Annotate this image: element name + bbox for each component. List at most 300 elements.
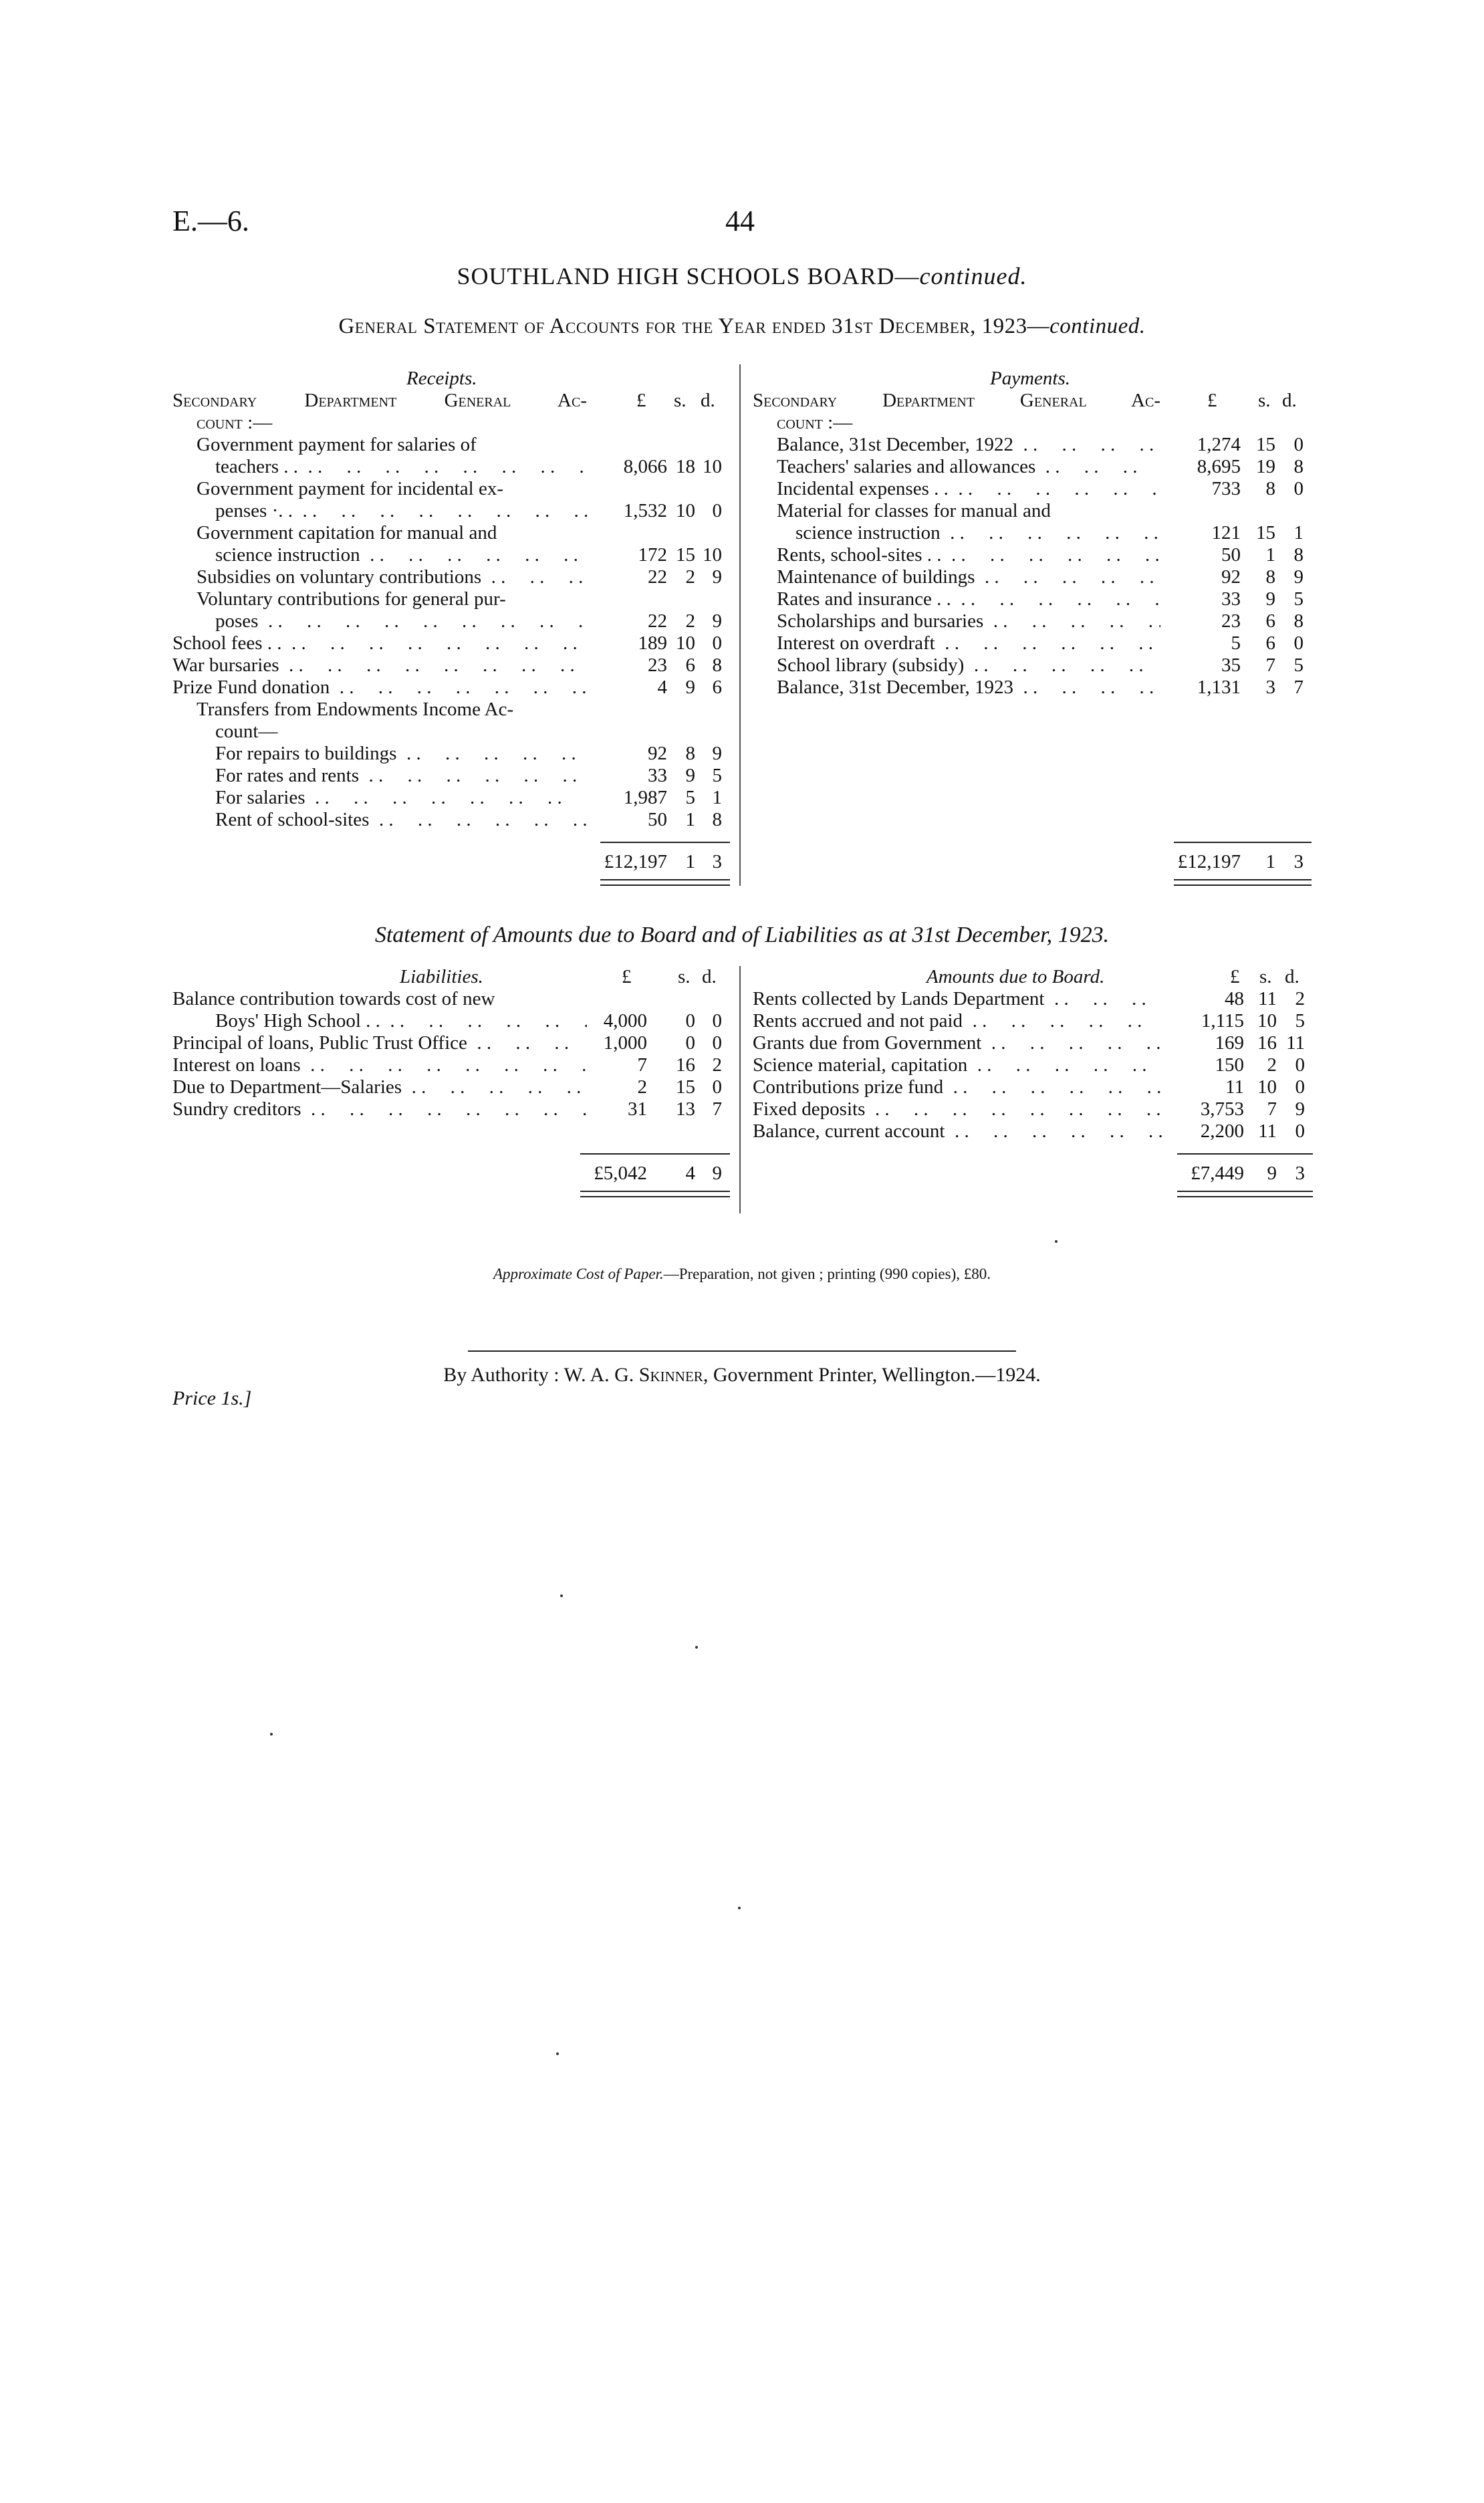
ledger-pence: 0 xyxy=(1295,1054,1305,1076)
ledger-pounds: 121 xyxy=(1211,522,1241,544)
ledger-row xyxy=(753,566,1314,588)
ledger-row-text: Balance contribution towards cost of new xyxy=(172,988,495,1009)
ledger-row xyxy=(172,1054,734,1076)
ledger-pounds: 92 xyxy=(1221,566,1241,588)
ledger-pounds: 4,000 xyxy=(603,1010,647,1032)
paper-cost-label: Approximate Cost of Paper. xyxy=(493,1266,664,1282)
ledger-shillings: 2 xyxy=(685,566,695,588)
ledger-row xyxy=(753,522,1314,544)
payments-col-shillings: s. xyxy=(1258,390,1271,411)
ledger-row xyxy=(753,478,1314,500)
ledger-pence: 2 xyxy=(1295,988,1305,1009)
ledger-row xyxy=(172,544,734,566)
receipts-col-shillings: s. xyxy=(674,390,687,411)
ledger-row-label xyxy=(753,1120,1167,1143)
ledger-row-text: Rates and insurance . . xyxy=(777,588,951,610)
amounts-due-heading: Amounts due to Board. xyxy=(926,966,1105,987)
ledger-row-label xyxy=(777,610,1160,632)
ledger-row-label xyxy=(197,588,587,610)
ledger-row xyxy=(753,1010,1314,1032)
board-title xyxy=(0,262,1484,290)
ledger-row-label xyxy=(777,632,1160,654)
ledger-pounds: 31 xyxy=(628,1098,647,1120)
ledger-row-text: Government payment for incidental ex- xyxy=(197,478,504,499)
ledger-pence: 9 xyxy=(712,610,722,632)
liabilities-amounts-divider xyxy=(739,966,741,1213)
ledger-row xyxy=(172,566,734,588)
ledger-shillings: 3 xyxy=(1265,677,1275,698)
subtotal-rule xyxy=(1174,842,1312,843)
ledger-row xyxy=(753,588,1314,610)
ledger-row-label xyxy=(172,677,587,699)
ledger-pounds: 189 xyxy=(638,632,667,654)
ledger-pounds: 5 xyxy=(1231,632,1241,654)
ledger-row xyxy=(172,632,734,654)
total-pence: 9 xyxy=(712,1163,722,1184)
ledger-shillings: 15 xyxy=(676,1076,695,1098)
ledger-pounds: 733 xyxy=(1211,478,1241,499)
liabilities-col-pounds: £ xyxy=(622,966,632,987)
ledger-row-label xyxy=(172,1054,587,1076)
ledger-row-label xyxy=(172,654,587,677)
ledger-row-text: Rents accrued and not paid xyxy=(753,1010,963,1032)
ledger-row xyxy=(172,1076,734,1098)
ledger-pounds: 50 xyxy=(648,809,667,830)
ledger-shillings: 6 xyxy=(1265,610,1275,632)
ledger-shillings: 10 xyxy=(676,632,695,654)
board-title-suffix: continued. xyxy=(919,263,1027,289)
ledger-pence: 0 xyxy=(712,1010,722,1032)
ledger-pence: 9 xyxy=(1295,1098,1305,1120)
ledger-row-label xyxy=(215,721,587,743)
ledger-pounds: 1,131 xyxy=(1197,677,1241,698)
ledger-pence: 2 xyxy=(712,1054,722,1076)
ledger-pence: 5 xyxy=(1295,1010,1305,1032)
ledger-row xyxy=(753,1098,1314,1120)
ledger-row xyxy=(753,677,1314,699)
ledger-row-text: Due to Department—Salaries xyxy=(172,1076,402,1098)
payments-section-title: Secondary Department General Ac- xyxy=(753,390,1160,411)
total-double-rule xyxy=(580,1191,730,1197)
ledger-row xyxy=(172,721,734,743)
ledger-shillings: 18 xyxy=(676,456,695,477)
subtotal-rule xyxy=(1177,1153,1313,1155)
ledger-row xyxy=(172,1032,734,1054)
ledger-pence: 0 xyxy=(712,500,722,521)
statement-title: Statement of Amounts due to Board and of Liabilities as at 31st December, 1923. xyxy=(374,923,1110,947)
ledger-row-text: Principal of loans, Public Trust Office xyxy=(172,1032,467,1054)
ledger-shillings: 8 xyxy=(1265,566,1275,588)
ledger-row-label xyxy=(753,1032,1167,1054)
ledger-row-text: Rents, school-sites . . xyxy=(777,544,942,566)
ledger-row xyxy=(172,588,734,610)
paper-cost-note xyxy=(0,1266,1484,1283)
ledger-shillings: 2 xyxy=(685,610,695,632)
ledger-pounds: 150 xyxy=(1215,1054,1244,1076)
ledger-row-label xyxy=(215,743,587,765)
ledger-shillings: 16 xyxy=(1257,1032,1277,1054)
amounts-due-panel xyxy=(753,966,1314,1207)
ledger-row-label xyxy=(753,1076,1167,1098)
ledger-row-label xyxy=(215,610,587,632)
ledger-pence: 0 xyxy=(1295,1076,1305,1098)
amounts-col-shillings: s. xyxy=(1259,966,1272,987)
ledger-row-text: Sundry creditors xyxy=(172,1098,301,1120)
ledger-row-text: Government capitation for manual and xyxy=(197,522,497,544)
ledger-row-label xyxy=(215,809,587,831)
ledger-shillings: 8 xyxy=(685,743,695,764)
payments-col-pounds: £ xyxy=(1207,390,1217,411)
ledger-row-label xyxy=(197,566,587,588)
ledger-pounds: 23 xyxy=(648,654,667,676)
ledger-pence: 10 xyxy=(703,544,722,566)
ledger-row-text: Prize Fund donation xyxy=(172,677,330,698)
ledger-pounds: 1,115 xyxy=(1201,1010,1244,1032)
ledger-shillings: 1 xyxy=(685,809,695,830)
ledger-row-label xyxy=(215,765,587,787)
ledger-pounds: 7 xyxy=(637,1054,647,1076)
general-statement-title xyxy=(0,314,1484,339)
ledger-row xyxy=(172,743,734,765)
ledger-row-label xyxy=(777,478,1160,500)
ledger-pence: 1 xyxy=(1293,522,1304,544)
ledger-row-text: Subsidies on voluntary contributions xyxy=(197,566,482,588)
ledger-pounds: 2 xyxy=(637,1076,647,1098)
liabilities-panel xyxy=(172,966,734,1207)
ledger-row-text: science instruction xyxy=(795,522,941,544)
ledger-row xyxy=(753,1032,1314,1054)
ledger-row-text: poses xyxy=(215,610,259,632)
total-shillings: 1 xyxy=(685,851,695,872)
ledger-row xyxy=(753,1076,1314,1098)
total-row xyxy=(172,1163,734,1185)
ledger-pounds: 33 xyxy=(648,765,667,786)
ledger-pence: 8 xyxy=(1293,544,1304,566)
ledger-pounds: 3,753 xyxy=(1200,1098,1244,1120)
ledger-shillings: 15 xyxy=(1256,434,1275,455)
ledger-pounds: 22 xyxy=(648,566,667,588)
total-pounds: £12,197 xyxy=(604,851,667,872)
ledger-row-label xyxy=(172,1032,587,1054)
ledger-row-text: Boys' High School . . xyxy=(215,1010,380,1032)
print-speck xyxy=(695,1646,698,1649)
ledger-row-text: For repairs to buildings xyxy=(215,743,397,764)
ledger-shillings: 11 xyxy=(1258,1120,1277,1142)
payments-section-title-cont: count :— xyxy=(777,412,853,433)
total-pence: 3 xyxy=(1295,1163,1305,1184)
ledger-row-text: teachers . . xyxy=(215,456,298,477)
ledger-row-text: Transfers from Endowments Income Ac- xyxy=(197,699,514,720)
ledger-row xyxy=(172,765,734,787)
report-code: E.—6. xyxy=(172,205,249,237)
ledger-row-label xyxy=(172,988,587,1010)
ledger-row-label xyxy=(753,1054,1167,1076)
total-pounds: £7,449 xyxy=(1191,1163,1244,1184)
ledger-pounds: 169 xyxy=(1215,1032,1244,1054)
ledger-row-label xyxy=(215,787,587,809)
ledger-shillings: 0 xyxy=(685,1032,695,1054)
ledger-row-label xyxy=(777,588,1160,610)
ledger-row xyxy=(172,478,734,500)
ledger-row-text: Grants due from Government xyxy=(753,1032,982,1054)
ledger-shillings: 16 xyxy=(676,1054,695,1076)
ledger-row-label xyxy=(172,632,587,654)
ledger-pounds: 172 xyxy=(638,544,667,566)
ledger-pounds: 1,000 xyxy=(603,1032,647,1054)
price-note: Price 1s.] xyxy=(172,1387,252,1409)
ledger-shillings: 13 xyxy=(676,1098,695,1120)
ledger-row xyxy=(172,456,734,478)
ledger-row-text: War bursaries xyxy=(172,654,279,676)
liabilities-heading: Liabilities. xyxy=(400,966,483,987)
ledger-shillings: 9 xyxy=(685,677,695,698)
subtotal-rule xyxy=(600,842,730,843)
ledger-pence: 5 xyxy=(1293,588,1304,610)
ledger-row xyxy=(753,500,1314,522)
ledger-row xyxy=(753,456,1314,478)
ledger-row xyxy=(753,1120,1314,1143)
ledger-row-text: Government payment for salaries of xyxy=(197,434,477,455)
authority-prefix: By Authority : W. A. G. xyxy=(443,1364,639,1386)
ledger-pounds: 4 xyxy=(657,677,667,698)
receipts-section-title: Secondary Department General Ac- xyxy=(172,390,587,411)
ledger-shillings: 10 xyxy=(1257,1010,1277,1032)
authority-rule xyxy=(468,1350,1016,1352)
ledger-pence: 0 xyxy=(712,632,722,654)
subtotal-rule xyxy=(580,1153,730,1155)
ledger-pounds: 1,987 xyxy=(623,787,667,808)
ledger-pence: 7 xyxy=(712,1098,722,1120)
print-speck xyxy=(556,2052,559,2055)
ledger-row-text: Teachers' salaries and allowances xyxy=(777,456,1036,477)
ledger-row xyxy=(753,1054,1314,1076)
ledger-row xyxy=(172,787,734,809)
ledger-pence: 8 xyxy=(712,809,722,830)
ledger-pence: 9 xyxy=(1293,566,1304,588)
ledger-row-text: penses ·. . xyxy=(215,500,293,521)
general-title-main: General Statement of Accounts for the Year ended 31st December, 1923— xyxy=(338,314,1050,338)
ledger-shillings: 9 xyxy=(1265,588,1275,610)
ledger-pence: 8 xyxy=(1293,456,1304,477)
total-shillings: 4 xyxy=(685,1163,695,1184)
ledger-pence: 9 xyxy=(712,743,722,764)
total-row xyxy=(753,851,1314,873)
ledger-pence: 0 xyxy=(1293,478,1304,499)
ledger-row-label xyxy=(777,456,1160,478)
ledger-row-text: count— xyxy=(215,721,278,742)
total-pounds: £12,197 xyxy=(1177,851,1241,872)
total-shillings: 9 xyxy=(1267,1163,1277,1184)
ledger-pounds: 92 xyxy=(648,743,667,764)
ledger-row xyxy=(753,544,1314,566)
ledger-row xyxy=(753,610,1314,632)
ledger-pounds: 22 xyxy=(648,610,667,632)
receipts-panel xyxy=(172,368,734,876)
ledger-pence: 8 xyxy=(712,654,722,676)
general-title-suffix: continued. xyxy=(1049,314,1146,338)
ledger-row-text: Incidental expenses . . xyxy=(777,478,949,499)
ledger-row-text: Fixed deposits xyxy=(753,1098,866,1120)
ledger-row-label xyxy=(777,434,1160,456)
ledger-row-text: science instruction xyxy=(215,544,360,566)
ledger-pounds: 8,066 xyxy=(623,456,667,477)
ledger-row-text: Science material, capitation xyxy=(753,1054,968,1076)
ledger-row-label xyxy=(197,699,587,721)
ledger-row-label xyxy=(197,478,587,500)
ledger-row-text: Material for classes for manual and xyxy=(777,500,1051,521)
ledger-pence: 10 xyxy=(703,456,722,477)
ledger-row-label xyxy=(795,522,1160,544)
ledger-shillings: 11 xyxy=(1258,988,1277,1009)
receipts-col-pounds: £ xyxy=(636,390,646,411)
total-shillings: 1 xyxy=(1265,851,1275,872)
ledger-pence: 11 xyxy=(1286,1032,1305,1054)
ledger-shillings: 7 xyxy=(1267,1098,1277,1120)
ledger-pounds: 11 xyxy=(1225,1076,1244,1098)
ledger-row-label xyxy=(197,522,587,544)
total-pence: 3 xyxy=(1293,851,1304,872)
ledger-row-label xyxy=(215,500,587,522)
ledger-pence: 5 xyxy=(1293,654,1304,676)
ledger-row xyxy=(172,809,734,831)
ledger-row-text: School fees . . xyxy=(172,632,282,654)
ledger-row-text: Voluntary contributions for general pur- xyxy=(197,588,506,610)
ledger-row-text: For rates and rents xyxy=(215,765,360,786)
ledger-pence: 6 xyxy=(712,677,722,698)
print-speck xyxy=(560,1594,563,1597)
print-speck xyxy=(738,1907,741,1909)
ledger-row-text: Interest on loans xyxy=(172,1054,301,1076)
ledger-row-text: Contributions prize fund xyxy=(753,1076,944,1098)
ledger-pounds: 1,274 xyxy=(1197,434,1241,455)
ledger-pence: 7 xyxy=(1293,677,1304,698)
liabilities-col-pence: d. xyxy=(702,966,717,987)
page-number: 44 xyxy=(725,205,755,237)
ledger-shillings: 10 xyxy=(1257,1076,1277,1098)
ledger-shillings: 6 xyxy=(685,654,695,676)
ledger-row-text: Scholarships and bursaries xyxy=(777,610,984,632)
receipts-heading: Receipts. xyxy=(406,368,477,389)
ledger-shillings: 1 xyxy=(1265,544,1275,566)
ledger-row-label xyxy=(215,456,587,478)
ledger-pounds: 35 xyxy=(1221,654,1241,676)
ledger-row-text: For salaries xyxy=(215,787,305,808)
receipts-section-title-cont: count :— xyxy=(197,412,273,433)
ledger-row xyxy=(172,500,734,522)
ledger-row-label xyxy=(777,654,1160,677)
ledger-pence: 9 xyxy=(712,566,722,588)
ledger-row-label xyxy=(753,1010,1167,1032)
ledger-row-text: Rent of school-sites xyxy=(215,809,370,830)
print-speck xyxy=(270,1733,273,1736)
ledger-row-label xyxy=(172,1098,587,1120)
ledger-row xyxy=(172,677,734,699)
receipts-payments-divider xyxy=(739,364,741,886)
payments-col-pence: d. xyxy=(1282,390,1297,411)
ledger-shillings: 8 xyxy=(1265,478,1275,499)
total-double-rule xyxy=(600,879,730,886)
ledger-pounds: 1,532 xyxy=(623,500,667,521)
board-title-main: SOUTHLAND HIGH SCHOOLS BOARD— xyxy=(457,263,920,289)
payments-heading: Payments. xyxy=(990,368,1070,389)
ledger-row-label xyxy=(753,988,1167,1010)
ledger-row-label xyxy=(197,434,587,456)
ledger-row xyxy=(172,434,734,456)
ledger-shillings: 7 xyxy=(1265,654,1275,676)
ledger-pounds: 50 xyxy=(1221,544,1241,566)
ledger-row xyxy=(172,1010,734,1032)
ledger-shillings: 6 xyxy=(1265,632,1275,654)
ledger-shillings: 5 xyxy=(685,787,695,808)
total-double-rule xyxy=(1177,1191,1313,1197)
ledger-shillings: 2 xyxy=(1267,1054,1277,1076)
ledger-row-text: Balance, current account xyxy=(753,1120,945,1142)
ledger-pence: 0 xyxy=(712,1032,722,1054)
amounts-col-pence: d. xyxy=(1285,966,1300,987)
ledger-pounds: 23 xyxy=(1221,610,1241,632)
ledger-row-label xyxy=(215,1010,587,1032)
total-double-rule xyxy=(1174,879,1312,886)
paper-cost-text: —Preparation, not given ; printing (990 copies), £80. xyxy=(663,1266,991,1282)
ledger-shillings: 15 xyxy=(1256,522,1275,544)
ledger-row xyxy=(753,632,1314,654)
ledger-shillings: 0 xyxy=(685,1010,695,1032)
ledger-pence: 0 xyxy=(1293,632,1304,654)
ledger-row-text: Maintenance of buildings xyxy=(777,566,975,588)
ledger-pounds: 48 xyxy=(1225,988,1244,1009)
total-row xyxy=(753,1163,1314,1185)
ledger-row xyxy=(172,699,734,721)
ledger-row-text: Balance, 31st December, 1922 xyxy=(777,434,1013,455)
ledger-row-text: Interest on overdraft xyxy=(777,632,935,654)
ledger-row xyxy=(172,988,734,1010)
ledger-row-label xyxy=(777,544,1160,566)
ledger-shillings: 19 xyxy=(1256,456,1275,477)
printer-name: Skinner xyxy=(638,1364,703,1386)
printer-authority xyxy=(0,1364,1484,1387)
ledger-row xyxy=(753,434,1314,456)
ledger-row xyxy=(753,988,1314,1010)
ledger-shillings: 15 xyxy=(676,544,695,566)
ledger-row-label xyxy=(777,677,1160,699)
ledger-row-text: Rents collected by Lands Department xyxy=(753,988,1045,1009)
ledger-row-label xyxy=(215,544,587,566)
authority-suffix: , Government Printer, Wellington.—1924. xyxy=(703,1364,1041,1386)
ledger-shillings: 9 xyxy=(685,765,695,786)
ledger-row-label xyxy=(777,566,1160,588)
ledger-row-text: School library (subsidy) xyxy=(777,654,965,676)
total-pounds: £5,042 xyxy=(594,1163,647,1184)
print-speck xyxy=(1055,1240,1058,1243)
liabilities-col-shillings: s. xyxy=(678,966,691,987)
ledger-row-label xyxy=(777,500,1160,522)
receipts-col-pence: d. xyxy=(701,390,715,411)
ledger-row xyxy=(172,654,734,677)
ledger-pence: 8 xyxy=(1293,610,1304,632)
ledger-row xyxy=(172,522,734,544)
ledger-pounds: 8,695 xyxy=(1197,456,1241,477)
ledger-shillings: 10 xyxy=(676,500,695,521)
ledger-pence: 0 xyxy=(1295,1120,1305,1142)
ledger-row-text: Balance, 31st December, 1923 xyxy=(777,677,1013,698)
ledger-row-label xyxy=(753,1098,1167,1120)
ledger-pounds: 2,200 xyxy=(1200,1120,1244,1142)
payments-panel xyxy=(753,368,1314,876)
amounts-col-pounds: £ xyxy=(1230,966,1240,987)
ledger-pence: 1 xyxy=(712,787,722,808)
total-pence: 3 xyxy=(712,851,722,872)
ledger-row-label xyxy=(172,1076,587,1098)
